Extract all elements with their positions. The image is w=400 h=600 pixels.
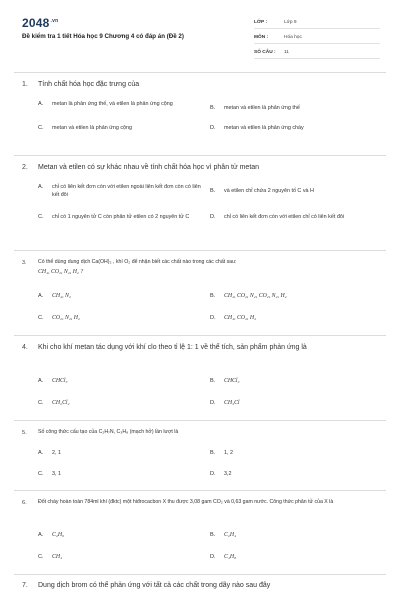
option-a[interactable] bbox=[38, 183, 206, 199]
option-text: CH₄, N₂ bbox=[52, 293, 71, 299]
question-stem bbox=[22, 163, 382, 173]
question-7 bbox=[22, 581, 382, 591]
option-d[interactable] bbox=[210, 314, 382, 322]
question-text bbox=[38, 258, 382, 277]
question-5 bbox=[22, 428, 382, 477]
option-letter: D. bbox=[210, 214, 216, 220]
question-text: Tính chất hóa học đặc trưng của bbox=[38, 81, 140, 88]
divider bbox=[14, 490, 386, 491]
option-letter: A. bbox=[38, 532, 44, 538]
option-letter: C. bbox=[38, 471, 44, 477]
divider bbox=[14, 574, 386, 575]
meta-value: 11 bbox=[284, 50, 289, 55]
option-letter: A. bbox=[38, 101, 44, 107]
option-letter: C. bbox=[38, 554, 44, 560]
option-c[interactable] bbox=[38, 314, 206, 322]
question-6 bbox=[22, 498, 382, 560]
question-text-main: Có thể dùng dung dịch Ca(OH)₂ , khí O₂ để nhận biết các chất nào trong các chất sau: bbox=[38, 259, 237, 265]
divider bbox=[14, 250, 386, 251]
option-text: CH₄, CO₂, H₂ bbox=[224, 315, 257, 321]
option-a[interactable] bbox=[38, 100, 206, 108]
option-letter: A. bbox=[38, 184, 44, 190]
option-text: CH₂Cl₂ bbox=[52, 400, 70, 406]
question-text: Metan và etilen có sự khác nhau về tính chất hóa học vì phân tử metan bbox=[38, 164, 260, 171]
option-a[interactable] bbox=[38, 449, 206, 457]
question-2 bbox=[22, 163, 382, 220]
option-letter: D. bbox=[210, 554, 216, 560]
option-d[interactable] bbox=[210, 124, 382, 132]
question-text: Đốt cháy hoàn toàn 784ml khí (đktc) một hiđrocacbon X thu được 3,08 gam CO₂ và 0,63 gam nước. Công thức phân tử của X là bbox=[38, 499, 334, 505]
option-text: CH₄, CO₂, N₂, CO₂, N₂, H₂ bbox=[224, 293, 287, 299]
option-letter: B. bbox=[210, 450, 216, 456]
option-text: metan và etilen là phản ứng cháy bbox=[224, 125, 304, 131]
meta-row-subject bbox=[254, 29, 380, 44]
question-text: Khi cho khí metan tác dụng với khí clo theo tỉ lệ 1: 1 về thể tích, sản phẩm phản ứng là bbox=[38, 344, 307, 351]
option-text: CO₂, N₂, H₂ bbox=[52, 315, 80, 321]
option-text: C₂H₆ bbox=[52, 532, 65, 538]
option-letter: B. bbox=[210, 188, 216, 194]
option-letter: A. bbox=[38, 378, 44, 384]
question-1 bbox=[22, 80, 382, 131]
option-letter: C. bbox=[38, 315, 44, 321]
document-title: Đề kiểm tra 1 tiết Hóa học 9 Chương 4 có đáp án (Đề 2) bbox=[22, 33, 184, 40]
question-formula: CH₄, CO₂, N₂, H₂ ? bbox=[38, 269, 84, 275]
option-text: chỉ có liên kết đơn còn với etilen chỉ có liên kết đôi bbox=[224, 214, 345, 220]
option-b[interactable] bbox=[210, 104, 382, 112]
question-stem bbox=[22, 581, 382, 591]
question-stem bbox=[22, 258, 382, 277]
option-letter: B. bbox=[210, 105, 216, 111]
option-text: chỉ có liên kết đơn còn với etilen ngoài liên kết đơn còn có liên kết đôi bbox=[52, 184, 201, 198]
option-c[interactable] bbox=[38, 470, 206, 478]
option-text: 1, 2 bbox=[224, 450, 233, 456]
logo-text: 2048 bbox=[22, 16, 50, 30]
meta-key: MÔN : bbox=[254, 35, 269, 40]
meta-value: Hóa học bbox=[284, 35, 302, 40]
option-a[interactable] bbox=[38, 377, 206, 385]
divider bbox=[14, 335, 386, 336]
question-number: 1. bbox=[22, 81, 28, 88]
question-number: 6. bbox=[22, 500, 27, 506]
option-letter: B. bbox=[210, 293, 216, 299]
option-d[interactable] bbox=[210, 213, 382, 221]
site-logo[interactable] bbox=[22, 16, 58, 30]
option-letter: C. bbox=[38, 214, 44, 220]
divider bbox=[14, 72, 386, 73]
meta-key: LỚP : bbox=[254, 20, 268, 25]
meta-info bbox=[254, 14, 380, 59]
option-letter: D. bbox=[210, 400, 216, 406]
document-header bbox=[0, 0, 400, 72]
question-stem bbox=[22, 343, 382, 353]
option-letter: C. bbox=[38, 125, 44, 131]
option-b[interactable] bbox=[210, 292, 382, 300]
option-text: chỉ có 1 nguyên tử C còn phân tử etilen có 2 nguyên tử C bbox=[52, 214, 190, 220]
option-letter: A. bbox=[38, 293, 44, 299]
option-a[interactable] bbox=[38, 531, 206, 539]
question-number: 3. bbox=[22, 260, 27, 266]
option-text: C₄H₈ bbox=[224, 554, 237, 560]
option-d[interactable] bbox=[210, 470, 382, 478]
option-letter: D. bbox=[210, 471, 216, 477]
question-stem bbox=[22, 428, 382, 438]
option-text: metan và etilen là phản ứng cộng bbox=[52, 125, 133, 131]
meta-row-count bbox=[254, 44, 380, 59]
question-number: 4. bbox=[22, 344, 28, 351]
option-text: C₂H₄ bbox=[224, 532, 237, 538]
option-letter: C. bbox=[38, 400, 44, 406]
option-c[interactable] bbox=[38, 399, 206, 407]
option-letter: B. bbox=[210, 532, 216, 538]
logo-suffix: .vn bbox=[50, 18, 59, 24]
option-a[interactable] bbox=[38, 292, 206, 300]
question-3 bbox=[22, 258, 382, 321]
divider bbox=[14, 155, 386, 156]
option-letter: D. bbox=[210, 315, 216, 321]
option-d[interactable] bbox=[210, 553, 382, 561]
meta-key: SỐ CÂU : bbox=[254, 50, 276, 55]
option-text: 3, 1 bbox=[52, 471, 61, 477]
option-letter: B. bbox=[210, 378, 216, 384]
option-text: 2, 1 bbox=[52, 450, 61, 456]
question-text: Dung dịch brom có thể phản ứng với tất cả các chất trong dãy nào sau đây bbox=[38, 582, 271, 589]
option-b[interactable] bbox=[210, 377, 382, 385]
option-text: 3,2 bbox=[224, 471, 232, 477]
option-c[interactable] bbox=[38, 124, 206, 132]
option-d[interactable] bbox=[210, 399, 382, 407]
option-text: CH₃Cl bbox=[224, 400, 240, 406]
option-c[interactable] bbox=[38, 553, 206, 561]
question-stem bbox=[22, 498, 382, 508]
meta-row-class bbox=[254, 14, 380, 29]
option-text: metan là phản ứng thế, và etilen là phản ứng cộng bbox=[52, 101, 173, 107]
option-c[interactable] bbox=[38, 213, 206, 221]
option-b[interactable] bbox=[210, 449, 382, 457]
option-b[interactable] bbox=[210, 187, 382, 195]
divider bbox=[14, 420, 386, 421]
question-text: Số công thức cấu tạo của C₂H₇N, C₃H₈ (mạch hở) lần lượt là bbox=[38, 429, 179, 435]
option-letter: D. bbox=[210, 125, 216, 131]
question-stem bbox=[22, 80, 382, 90]
meta-value: Lớp 9 bbox=[284, 20, 297, 25]
question-4 bbox=[22, 343, 382, 406]
option-b[interactable] bbox=[210, 531, 382, 539]
option-text: CHCl₃ bbox=[224, 378, 240, 384]
question-number: 7. bbox=[22, 582, 28, 589]
option-letter: A. bbox=[38, 450, 44, 456]
question-number: 2. bbox=[22, 164, 28, 171]
question-number: 5. bbox=[22, 430, 27, 436]
option-text: CH₄ bbox=[52, 554, 63, 560]
option-text: CHCl₃ bbox=[52, 378, 68, 384]
option-text: metan và etilen là phản ứng thế bbox=[224, 105, 300, 111]
option-text: và etilen chỉ chứa 2 nguyên tố C và H bbox=[224, 188, 314, 194]
